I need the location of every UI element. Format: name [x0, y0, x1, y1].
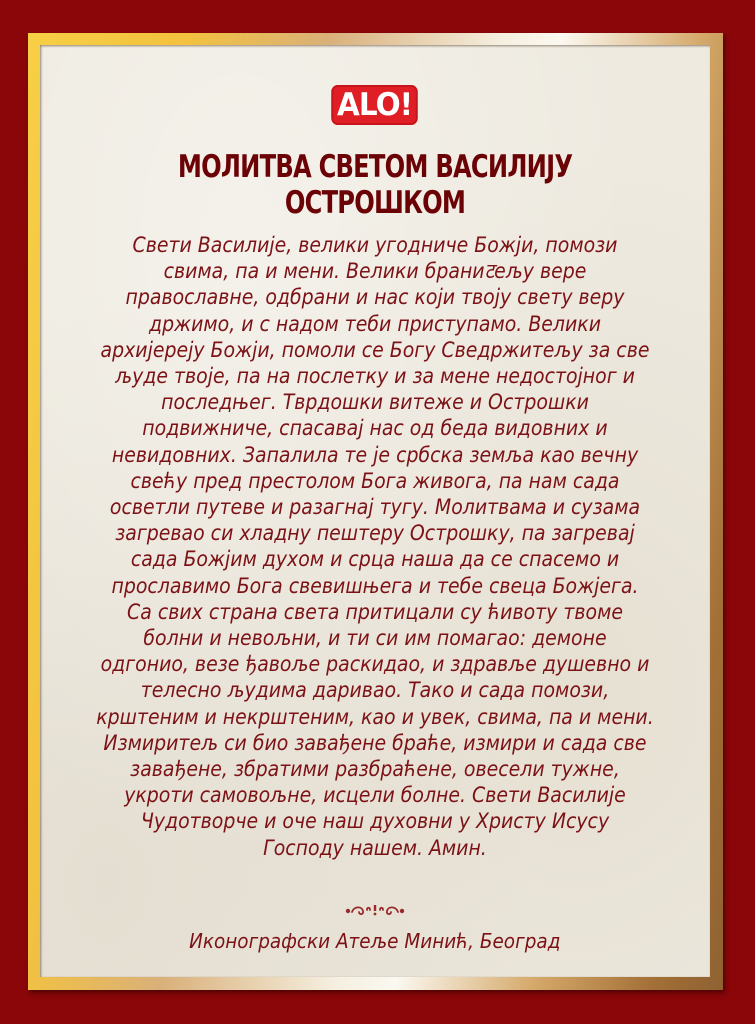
ornament-divider: [40, 903, 710, 917]
prayer-line: одгонио, везе ђавоље раскидао, и здравље душевно и: [100, 652, 650, 677]
prayer-text: [40, 232, 710, 861]
parchment-paper: [40, 45, 710, 977]
prayer-line: Свети Василије, велики угодниче Божји, помози: [132, 233, 618, 257]
prayer-line: сада Божјим духом и срца наша да се спасемо и: [130, 547, 620, 572]
prayer-line: невидовних. Запалила те је србска земља као вечну: [111, 442, 639, 467]
prayer-line: последњег. Тврдошки витеже и Острошки: [161, 390, 589, 415]
prayer-line: архијереју Божји, помоли се Богу Сведржитељу за све: [100, 337, 650, 362]
prayer-line: болни и невољни, и ти си им помагао: демоне: [143, 626, 607, 651]
signature: [40, 928, 710, 954]
prayer-line: телесно људима даривао. Тако и сада помози,: [140, 678, 610, 703]
prayer-line: људе твоје, па на послетку и за мене недостојног и: [115, 364, 635, 389]
prayer-line: загревао си хладну пештеру Острошку, па загревај: [115, 521, 635, 546]
prayer-line: осветли путеве и разагнај тугу. Молитвама и сузама: [109, 495, 641, 520]
alo-logo: ALO!: [332, 85, 419, 125]
prayer-line: укроти самовољне, исцели болне. Свети Василије: [124, 783, 626, 808]
prayer-line: завађене, збратими разбраћене, овесели тужне,: [130, 757, 620, 782]
scroll-ornament-icon: [343, 903, 407, 917]
prayer-line: крштеним и некрштеним, као и увек, свима, па и мени.: [96, 704, 654, 729]
prayer-line: Господу нашем. Амин.: [263, 835, 487, 860]
gold-frame: [28, 33, 723, 990]
prayer-line: Са свих страна света притицали су ћивоту твоме: [127, 599, 623, 624]
logo-container: [40, 85, 710, 125]
title-line-1: МОЛИТВА СВЕТОМ ВАСИЛИЈУ: [177, 149, 573, 185]
title-line-2: ОСТРОШКОМ: [284, 185, 466, 221]
prayer-line: подвижниче, спасавај нас од беда видовних и: [142, 416, 608, 441]
prayer-line: свећу пред престолом Бога живога, па нам сада: [130, 468, 620, 493]
prayer-line: прославимо Бога свевишњега и тебе свеца Божјега.: [111, 573, 639, 598]
prayer-line: свима, па и мени. Велики браниटељу вере: [163, 259, 587, 284]
prayer-line: православне, одбрани и нас који твоју свету веру: [125, 285, 625, 310]
prayer-line: Измиритељ си био завађене браће, измири и сада све: [103, 730, 647, 755]
prayer-line: држимо, и с надом теби приступамо. Велики: [149, 311, 601, 336]
page-title: [114, 149, 637, 221]
prayer-line: Чудотворче и оче наш духовни у Христу Исусу: [140, 809, 610, 834]
signature-text: Иконографски Атеље Минић, Београд: [189, 929, 561, 953]
